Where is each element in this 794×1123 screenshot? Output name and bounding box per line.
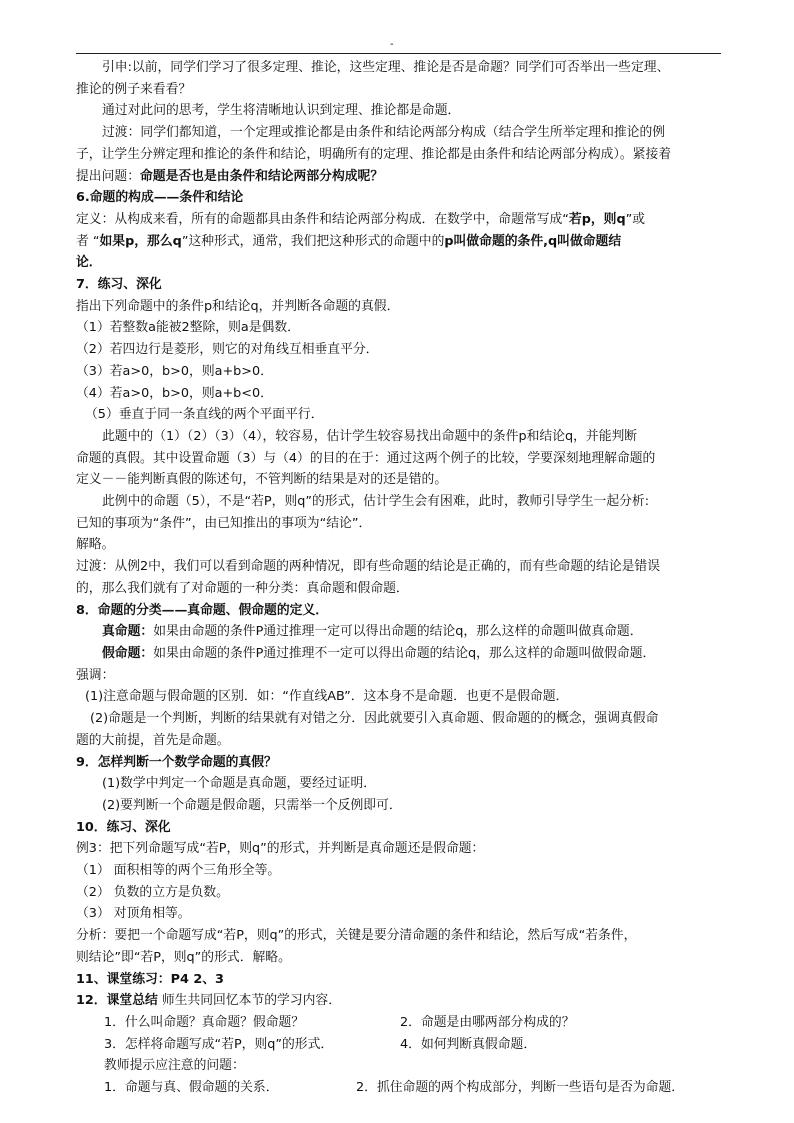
text-line	[76, 795, 721, 817]
text: 分析：要把一个命题写成“若P，则q”的形式，关键是要分清命题的条件和结论，然后写成“若条件，	[76, 928, 637, 944]
text: （1） 面积相等的两个三角形全等。	[76, 863, 281, 879]
text-line	[76, 903, 721, 925]
bold-text: 10．练习、深化	[76, 819, 171, 835]
text: 解略。	[76, 537, 115, 553]
teacher-note: 教师提示应注意的问题：	[104, 1058, 245, 1074]
text-line	[76, 231, 721, 253]
bold-text: 如果p，那么q	[99, 233, 182, 249]
text: (1)数学中判定一个命题是真命题，要经过证明．	[102, 776, 377, 792]
text-line	[76, 534, 721, 556]
text-line	[76, 274, 721, 296]
text-line	[76, 838, 721, 860]
bold-text: 9．怎样判断一个数学命题的真假？	[76, 754, 277, 770]
text-line	[76, 296, 721, 318]
text-line	[76, 665, 721, 687]
text-line	[76, 383, 721, 405]
text: （1）若整数a能被2整除，则a是偶数．	[76, 320, 300, 336]
bold-text: 7．练习、深化	[76, 277, 162, 293]
text: 题的大前提，首先是命题。	[76, 732, 230, 748]
text-line	[76, 187, 721, 209]
text: 过渡：同学们都知道，一个定理或推论都是由条件和结论两部分构成（结合学生所举定理和推论的例	[102, 125, 666, 141]
text: 提出问题：	[76, 168, 140, 184]
text-line	[76, 339, 721, 361]
summary-row-3	[76, 1077, 721, 1099]
header-rule	[76, 53, 721, 54]
note-item-1: 1．命题与真、假命题的关系．	[104, 1080, 279, 1096]
text: (2)要判断一个命题是假命题，只需举一个反例即可．	[102, 797, 402, 813]
text: （3） 对顶角相等。	[76, 906, 191, 922]
text: 引申:以前，同学们学习了很多定理、推论，这些定理、推论是否是命题？同学们可否举出一些定理、	[102, 60, 670, 75]
text-line	[76, 969, 721, 991]
text-line	[76, 209, 721, 231]
note-item-2: 2．抓住命题的两个构成部分，判断一些语句是否为命题．	[356, 1080, 685, 1096]
text-lines	[76, 57, 721, 1012]
text: （5）垂直于同一条直线的两个平面平行．	[85, 407, 324, 423]
text: (2)命题是一个判断，判断的结果就有对错之分．因此就要引入真命题、假命题的的概念，强调真假命	[90, 711, 659, 727]
text: 者 “	[76, 233, 100, 249]
text-line	[76, 57, 721, 79]
text-line	[76, 491, 721, 513]
text: 指出下列命题中的条件p和结论q，并判断各命题的真假．	[76, 298, 400, 314]
text: 例3：把下列命题写成“若P，则q”的形式，并判断是真命题还是假命题：	[76, 841, 485, 857]
text: 师生共同回忆本节的学习内容．	[157, 993, 342, 1009]
text-line	[76, 100, 721, 122]
text-line	[76, 426, 721, 448]
bold-text: 11、课堂练习：P4 2、3	[76, 971, 224, 987]
bold-text: 12．课堂总结	[76, 993, 158, 1009]
summary-item-3: 3．怎样将命题写成“若P，则q”的形式．	[104, 1036, 334, 1052]
text-line	[76, 708, 721, 730]
text: 命题的真假。其中设置命题（3）与（4）的目的在于：通过这两个例子的比较，学要深刻地理解命题的	[76, 450, 656, 466]
text-line	[76, 122, 721, 144]
text-line	[76, 860, 721, 882]
text-line	[76, 752, 721, 774]
summary-item-2: 2．命题是由哪两部分构成的？	[400, 1014, 575, 1030]
text-line	[76, 317, 721, 339]
text: 强调：	[76, 667, 115, 683]
text-line	[76, 990, 721, 1012]
document-body	[76, 57, 721, 1099]
text: （2）若四边行是菱形，则它的对角线互相垂直平分．	[76, 342, 379, 358]
text: 通过对此问的思考，学生将清晰地认识到定理、推论都是命题．	[102, 103, 461, 119]
bold-text: 论．	[76, 255, 102, 271]
text-line	[76, 686, 721, 708]
text: （2） 负数的立方是负数。	[76, 884, 229, 900]
text: (1)注意命题与假命题的区别．如：“作直线AB”．这本身不是命题．也更不是假命题．	[85, 689, 569, 705]
text: ”这种形式，通常，我们把这种形式的命题中的	[181, 233, 445, 249]
text-line	[76, 600, 721, 622]
text-line	[76, 578, 721, 600]
bold-text: 6.命题的构成——条件和结论	[76, 190, 244, 206]
text-line	[76, 448, 721, 470]
summary-item-4: 4．如何判断真假命题．	[400, 1036, 537, 1052]
text: 过渡：从例2中，我们可以看到命题的两种情况，即有些命题的结论是正确的，而有些命题的结论是错误	[76, 559, 661, 575]
text: 推论的例子来看看？	[76, 81, 192, 97]
text-line	[76, 404, 721, 426]
text: 的，那么我们就有了对命题的一种分类：真命题和假命题．	[76, 580, 409, 596]
bold-text: p叫做命题的条件,q叫做命题结	[444, 233, 622, 249]
text-line	[76, 643, 721, 665]
header-dash: -	[390, 39, 394, 50]
bold-text: 8．命题的分类——真命题、假命题的定义．	[76, 602, 329, 618]
text: 定义－－能判断真假的陈述句，不管判断的结果是对的还是错的。	[76, 472, 448, 488]
text-line	[76, 730, 721, 752]
text-line	[76, 79, 721, 101]
summary-row-1	[76, 1012, 721, 1034]
text: （4）若a>0，b>0，则a+b<0．	[76, 385, 273, 401]
text-line	[76, 882, 721, 904]
text-line	[76, 469, 721, 491]
text-line	[76, 556, 721, 578]
summary-row-2	[76, 1034, 721, 1056]
text: 此例中的命题（5），不是“若P，则q”的形式，估计学生会有困难，此时，教师引导学生一起分析:	[102, 494, 650, 510]
text-line	[76, 252, 721, 274]
text-line	[76, 166, 721, 188]
text: 已知的事项为“条件”，由已知推出的事项为“结论”．	[76, 515, 372, 531]
text-line	[76, 773, 721, 795]
text-line	[76, 361, 721, 383]
summary-item-1: 1．什么叫命题？真命题？假命题？	[104, 1014, 305, 1030]
bold-text: 假命题：	[102, 645, 154, 661]
text: 定义：从构成来看，所有的命题都具由条件和结论两部分构成．在数学中，命题常写成“	[76, 211, 569, 227]
text-line	[76, 817, 721, 839]
text-line	[76, 513, 721, 535]
bold-text: 若p，则q	[568, 211, 626, 227]
text-line	[76, 144, 721, 166]
text: 如果由命题的条件P通过推理一定可以得出命题的结论q，那么这样的命题叫做真命题．	[153, 624, 643, 640]
text: 此题中的（1）（2）（3）（4），较容易，估计学生较容易找出命题中的条件p和结论q，并能判断	[102, 428, 638, 444]
bold-text: 真命题：	[102, 624, 154, 640]
bold-text: 命题是否也是由条件和结论两部分构成呢？	[139, 168, 384, 184]
text: （3）若a>0，b>0，则a+b>0．	[76, 363, 273, 379]
text: 子，让学生分辨定理和推论的条件和结论，明确所有的定理、推论都是由条件和结论两部分构成）。紧接着	[76, 146, 672, 162]
text-line	[76, 621, 721, 643]
text-line	[76, 925, 721, 947]
text: ”或	[625, 211, 646, 227]
text-line	[76, 947, 721, 969]
text: 如果由命题的条件P通过推理不一定可以得出命题的结论q，那么这样的命题叫做假命题．	[153, 645, 656, 661]
text: 则结论”即“若P，则q”的形式．解略。	[76, 949, 291, 965]
